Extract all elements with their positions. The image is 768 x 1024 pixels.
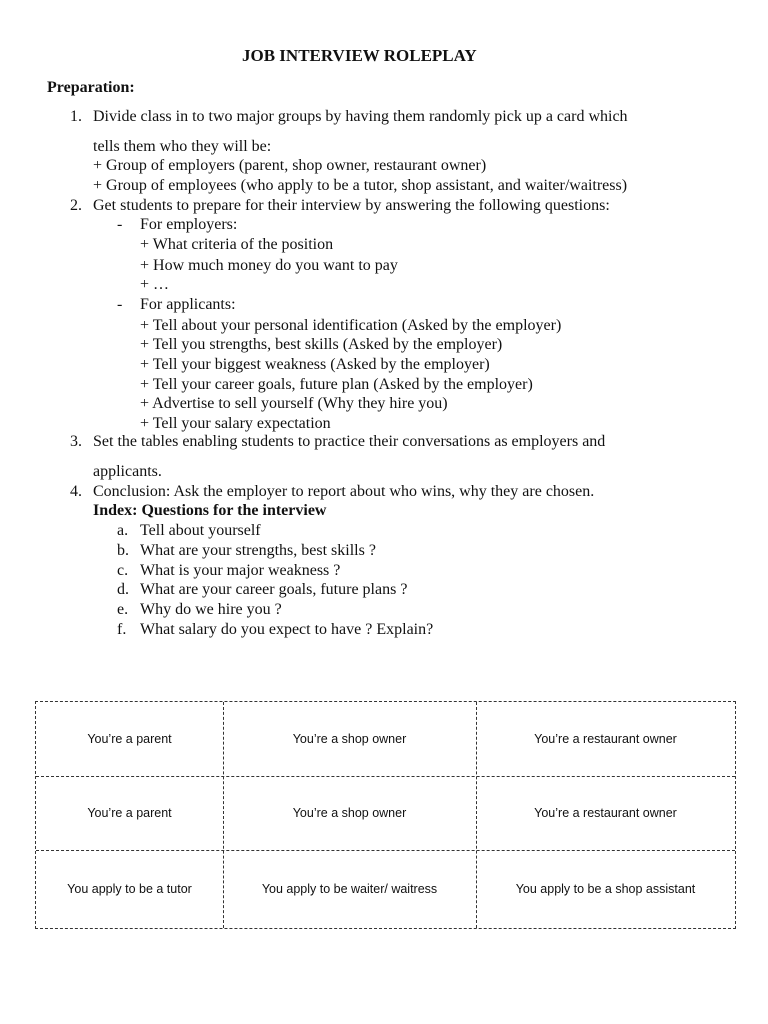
index-heading: Index: Questions for the interview: [93, 502, 327, 519]
list-item: + Tell you strengths, best skills (Asked by the employer): [140, 336, 503, 353]
step-number: 3.: [70, 433, 82, 450]
step-text: Conclusion: Ask the employer to report about who wins, why they are chosen.: [93, 483, 595, 500]
question-letter: f.: [117, 621, 127, 638]
page-title: JOB INTERVIEW ROLEPLAY: [242, 46, 477, 65]
list-item: + Tell about your personal identification (Asked by the employer): [140, 317, 562, 334]
list-item: + Tell your biggest weakness (Asked by the employer): [140, 356, 490, 373]
role-card: You’re a shop owner: [292, 732, 407, 746]
step-text: applicants.: [93, 463, 162, 480]
step-number: 4.: [70, 483, 82, 500]
role-card: You’re a shop owner: [292, 806, 407, 820]
step-number: 1.: [70, 108, 82, 125]
question-text: Why do we hire you ?: [140, 601, 282, 618]
role-card: You’re a restaurant owner: [534, 732, 677, 746]
step-text: Get students to prepare for their interview by answering the following questions:: [93, 197, 610, 214]
list-item: + Group of employers (parent, shop owner, restaurant owner): [93, 157, 487, 174]
question-text: Tell about yourself: [140, 522, 261, 539]
applicants-label: For applicants:: [140, 296, 236, 313]
dash-bullet: -: [117, 296, 123, 313]
list-item: + What criteria of the position: [140, 236, 334, 253]
role-card: You apply to be a shop assistant: [515, 882, 696, 896]
list-item: + Advertise to sell yourself (Why they hire you): [140, 395, 448, 412]
role-card: You apply to be waiter/ waitress: [261, 882, 438, 896]
role-card: You’re a restaurant owner: [534, 806, 677, 820]
step-text: Set the tables enabling students to practice their conversations as employers and: [93, 433, 606, 450]
question-letter: c.: [117, 562, 129, 579]
role-card: You’re a parent: [87, 806, 172, 820]
step-text: Divide class in to two major groups by having them randomly pick up a card which: [93, 108, 628, 125]
list-item: + How much money do you want to pay: [140, 257, 398, 274]
question-letter: e.: [117, 601, 129, 618]
list-item: + …: [140, 276, 170, 293]
preparation-heading: Preparation:: [47, 79, 135, 96]
question-text: What salary do you expect to have ? Explain?: [140, 621, 434, 638]
list-item: + Tell your career goals, future plan (Asked by the employer): [140, 376, 533, 393]
question-letter: d.: [117, 581, 129, 598]
list-item: + Tell your salary expectation: [140, 415, 331, 432]
question-text: What is your major weakness ?: [140, 562, 341, 579]
role-cards-grid: [35, 701, 736, 929]
role-card: You’re a parent: [87, 732, 172, 746]
step-number: 2.: [70, 197, 82, 214]
list-item: + Group of employees (who apply to be a tutor, shop assistant, and waiter/waitress): [93, 177, 628, 194]
question-text: What are your strengths, best skills ?: [140, 542, 376, 559]
step-text: tells them who they will be:: [93, 138, 272, 155]
question-text: What are your career goals, future plans ?: [140, 581, 408, 598]
question-letter: a.: [117, 522, 129, 539]
question-letter: b.: [117, 542, 129, 559]
role-card: You apply to be a tutor: [67, 882, 192, 896]
employers-label: For employers:: [140, 216, 238, 233]
dash-bullet: -: [117, 216, 123, 233]
